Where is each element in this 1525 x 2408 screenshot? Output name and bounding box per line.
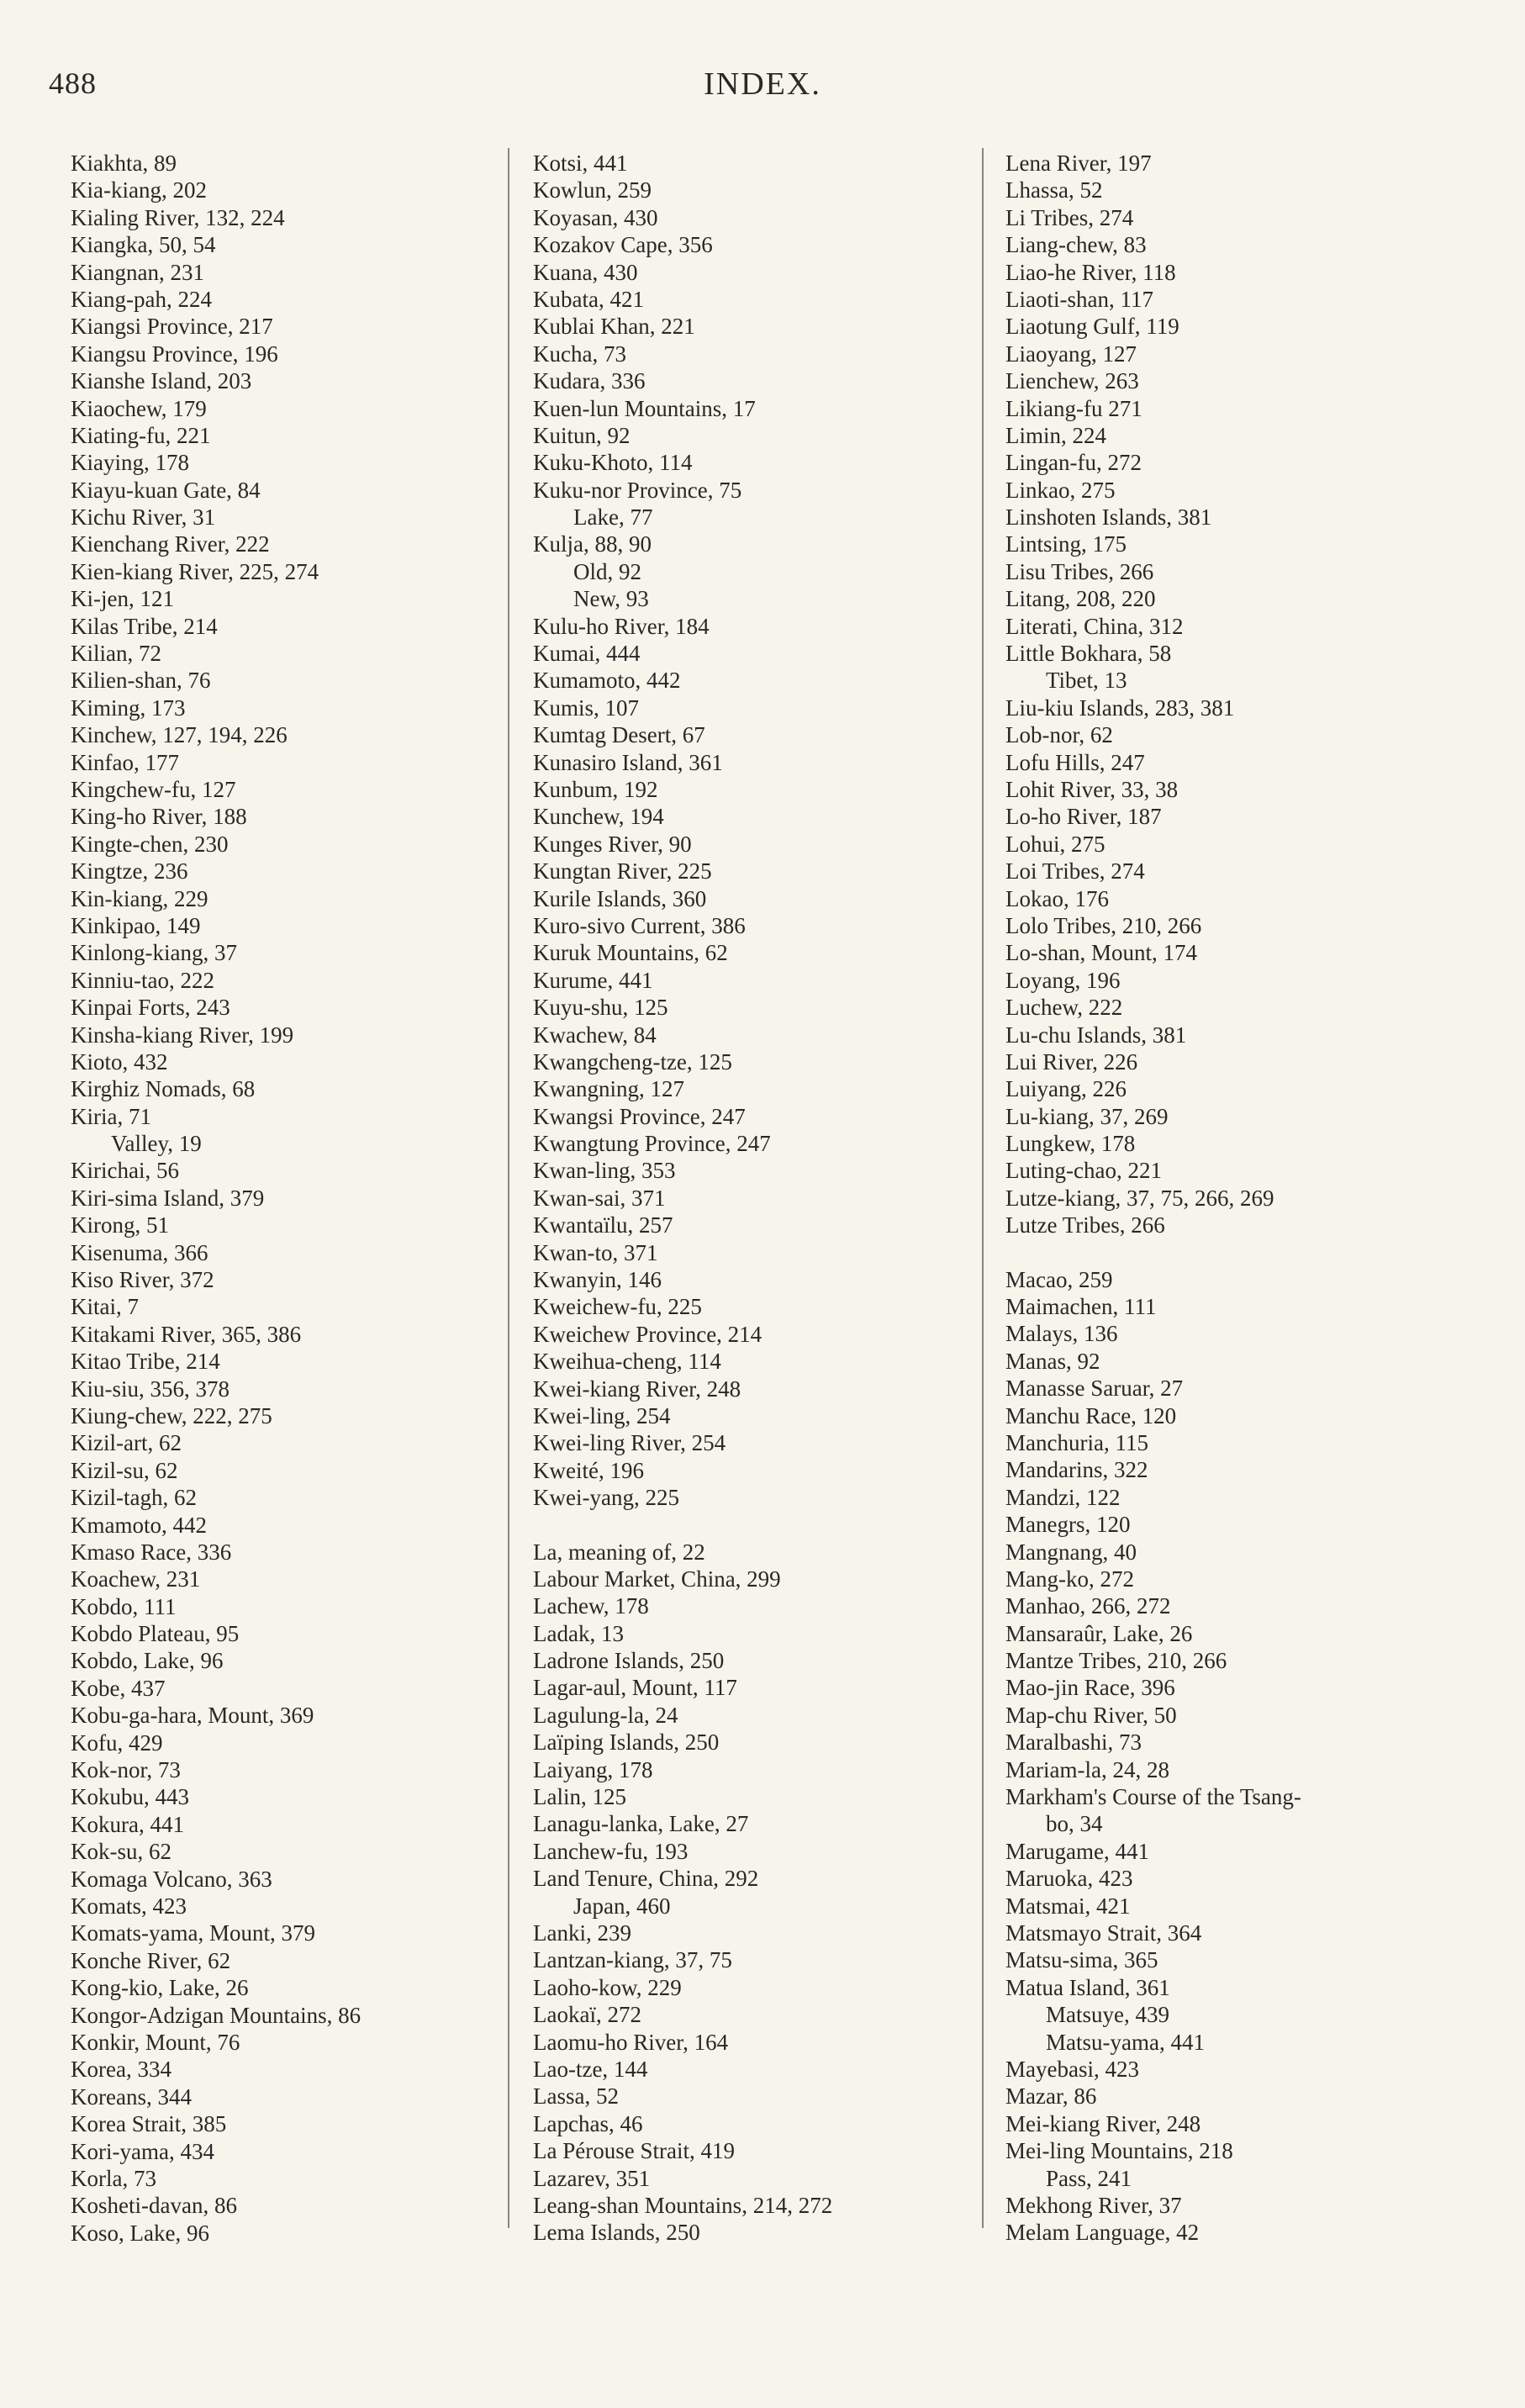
index-entry: Lao-tze, 144 xyxy=(533,2056,648,2082)
index-entry: Kingchew-fu, 127 xyxy=(71,776,236,802)
column-divider xyxy=(982,148,984,2228)
index-entry: Markham's Course of the Tsang- xyxy=(1005,1784,1301,1810)
index-entry: Kiayu-kuan Gate, 84 xyxy=(71,477,261,503)
index-entry: Kumtag Desert, 67 xyxy=(533,722,705,748)
index-entry: Kweihua-cheng, 114 xyxy=(533,1349,721,1375)
index-entry: Ladak, 13 xyxy=(533,1620,624,1646)
index-entry: Kwan-ling, 353 xyxy=(533,1158,676,1184)
index-entry: Kiakhta, 89 xyxy=(71,150,177,176)
index-entry: Kuruk Mountains, 62 xyxy=(533,940,728,966)
index-entry: Kudara, 336 xyxy=(533,368,646,394)
index-entry: Lalin, 125 xyxy=(533,1784,626,1810)
index-entry: Kirong, 51 xyxy=(71,1212,169,1238)
index-entry: Kwantaïlu, 257 xyxy=(533,1212,673,1238)
index-entry: Lintsing, 175 xyxy=(1005,531,1127,557)
index-entry: Loyang, 196 xyxy=(1005,967,1121,993)
index-entry: Lazarev, 351 xyxy=(533,2165,651,2191)
index-entry: Lui River, 226 xyxy=(1005,1048,1138,1075)
index-entry: Lob-nor, 62 xyxy=(1005,722,1113,748)
index-entry: Manasse Saruar, 27 xyxy=(1005,1376,1184,1402)
index-entry: Kitai, 7 xyxy=(71,1294,139,1320)
index-entry: Kwei-ling, 254 xyxy=(533,1402,671,1428)
index-entry: Mei-kiang River, 248 xyxy=(1005,2110,1201,2136)
index-entry: Mandarins, 322 xyxy=(1005,1457,1148,1483)
index-subentry: bo, 34 xyxy=(1046,1811,1103,1837)
index-entry: Kofu, 429 xyxy=(71,1729,163,1756)
index-entry: Maruoka, 423 xyxy=(1005,1866,1133,1892)
index-entry: Kia-kiang, 202 xyxy=(71,177,207,203)
index-entry: Koyasan, 430 xyxy=(533,204,658,230)
index-entry: Kubata, 421 xyxy=(533,286,644,312)
index-entry: Kizil-su, 62 xyxy=(71,1457,178,1483)
index-entry: Kiso River, 372 xyxy=(71,1267,214,1293)
index-entry: Kunasiro Island, 361 xyxy=(533,749,723,775)
index-entry: Kinniu-tao, 222 xyxy=(71,967,214,993)
index-entry: Ladrone Islands, 250 xyxy=(533,1648,725,1674)
index-entry: Kokura, 441 xyxy=(71,1811,184,1837)
index-subentry: Old, 92 xyxy=(573,558,641,584)
index-entry: Mandzi, 122 xyxy=(1005,1484,1121,1510)
index-entry: Lachew, 178 xyxy=(533,1593,649,1619)
index-entry: Kobe, 437 xyxy=(71,1675,166,1701)
index-entry: Kiangka, 50, 54 xyxy=(71,232,216,258)
index-entry: Kuana, 430 xyxy=(533,259,638,285)
index-entry: Kinpai Forts, 243 xyxy=(71,995,230,1021)
index-entry: Laiyang, 178 xyxy=(533,1756,653,1782)
index-entry: Kinkipao, 149 xyxy=(71,912,201,938)
index-entry: Mang-ko, 272 xyxy=(1005,1566,1134,1592)
index-entry: Kiangnan, 231 xyxy=(71,259,204,285)
index-entry: Lo-shan, Mount, 174 xyxy=(1005,940,1197,966)
index-entry: Kobu-ga-hara, Mount, 369 xyxy=(71,1703,314,1729)
index-entry: Luiyang, 226 xyxy=(1005,1076,1127,1102)
index-entry: Liaoyang, 127 xyxy=(1005,341,1137,367)
index-entry: Kozakov Cape, 356 xyxy=(533,232,713,258)
index-entry: Kingtze, 236 xyxy=(71,858,188,885)
index-entry: Marugame, 441 xyxy=(1005,1838,1149,1864)
index-entry: Kok-su, 62 xyxy=(71,1839,171,1865)
index-entry: Lofu Hills, 247 xyxy=(1005,749,1145,775)
index-entry: Manchu Race, 120 xyxy=(1005,1402,1177,1428)
index-entry: Maimachen, 111 xyxy=(1005,1294,1157,1320)
index-entry: Korea Strait, 385 xyxy=(71,2111,227,2137)
index-entry: Kialing River, 132, 224 xyxy=(71,204,285,230)
index-entry: Kizil-tagh, 62 xyxy=(71,1485,197,1511)
index-entry: Laïping Islands, 250 xyxy=(533,1729,720,1756)
index-entry: Kiria, 71 xyxy=(71,1103,151,1129)
index-entry: Matsu-sima, 365 xyxy=(1005,1947,1158,1973)
index-entry: Kwei-ling River, 254 xyxy=(533,1430,726,1456)
index-entry: Litang, 208, 220 xyxy=(1005,586,1156,612)
index-entry: Kobdo, Lake, 96 xyxy=(71,1648,224,1674)
index-entry: Lienchew, 263 xyxy=(1005,368,1139,394)
index-entry: Kiu-siu, 356, 378 xyxy=(71,1376,230,1402)
index-entry: Kurile Islands, 360 xyxy=(533,885,707,911)
index-entry: Liao-he River, 118 xyxy=(1005,259,1176,285)
index-entry: Kitao Tribe, 214 xyxy=(71,1349,220,1375)
index-entry: Mariam-la, 24, 28 xyxy=(1005,1756,1169,1782)
index-entry: Kwangcheng-tze, 125 xyxy=(533,1048,732,1075)
index-entry: Kuro-sivo Current, 386 xyxy=(533,912,746,938)
index-entry: Kumai, 444 xyxy=(533,641,641,667)
index-entry: Lolo Tribes, 210, 266 xyxy=(1005,912,1202,938)
index-entry: Konche River, 62 xyxy=(71,1947,231,1973)
index-entry: Kinlong-kiang, 37 xyxy=(71,940,237,966)
index-subentry: Pass, 241 xyxy=(1046,2165,1132,2191)
index-entry: Lanagu-lanka, Lake, 27 xyxy=(533,1811,749,1837)
index-entry: Kwan-sai, 371 xyxy=(533,1185,666,1211)
index-entry: Mekhong River, 37 xyxy=(1005,2192,1182,2218)
index-entry: Lapchas, 46 xyxy=(533,2110,643,2136)
index-entry: Mangnang, 40 xyxy=(1005,1539,1137,1565)
index-entry: Kunbum, 192 xyxy=(533,776,658,802)
index-entry: Koso, Lake, 96 xyxy=(71,2220,209,2246)
index-entry: Labour Market, China, 299 xyxy=(533,1566,781,1592)
index-entry: Kinfao, 177 xyxy=(71,749,179,775)
index-entry: Mayebasi, 423 xyxy=(1005,2056,1139,2082)
index-entry: Kwan-to, 371 xyxy=(533,1239,658,1265)
index-entry: Kwei-kiang River, 248 xyxy=(533,1376,741,1402)
index-entry: Kienchang River, 222 xyxy=(71,531,270,557)
index-entry: Lohui, 275 xyxy=(1005,831,1105,857)
index-entry: La, meaning of, 22 xyxy=(533,1539,705,1565)
index-entry: Lassa, 52 xyxy=(533,2083,619,2110)
index-entry: Kwangning, 127 xyxy=(533,1076,684,1102)
index-entry: Mei-ling Mountains, 218 xyxy=(1005,2138,1233,2164)
page-header xyxy=(0,0,1525,151)
index-entry: Korla, 73 xyxy=(71,2165,156,2191)
index-entry: Mansaraûr, Lake, 26 xyxy=(1005,1620,1193,1646)
index-subentry: Valley, 19 xyxy=(111,1131,202,1157)
index-entry: Limin, 224 xyxy=(1005,422,1106,448)
index-entry: Kublai Khan, 221 xyxy=(533,314,695,340)
index-entry: Liaotung Gulf, 119 xyxy=(1005,314,1179,340)
index-entry: Kizil-art, 62 xyxy=(71,1430,182,1456)
index-subentry: Matsu-yama, 441 xyxy=(1046,2029,1205,2055)
index-entry: Kok-nor, 73 xyxy=(71,1757,181,1783)
index-entry: La Pérouse Strait, 419 xyxy=(533,2138,735,2164)
index-entry: Kuyu-shu, 125 xyxy=(533,995,668,1021)
column-divider xyxy=(508,148,509,2228)
index-entry: Lanki, 239 xyxy=(533,1920,631,1946)
index-entry: Konkir, Mount, 76 xyxy=(71,2029,240,2055)
index-column-1 xyxy=(71,150,508,2247)
index-entry: Lu-chu Islands, 381 xyxy=(1005,1022,1187,1048)
index-entry: Kotsi, 441 xyxy=(533,150,628,176)
index-subentry: New, 93 xyxy=(573,586,649,612)
index-entry: Land Tenure, China, 292 xyxy=(533,1866,759,1892)
index-entry: Kien-kiang River, 225, 274 xyxy=(71,558,319,584)
index-entry: Macao, 259 xyxy=(1005,1266,1113,1292)
index-entry: Laoho-kow, 229 xyxy=(533,1974,682,2000)
index-entry: Kongor-Adzigan Mountains, 86 xyxy=(71,2002,361,2028)
index-entry: Kurume, 441 xyxy=(533,967,653,993)
index-entry: Luting-chao, 221 xyxy=(1005,1158,1162,1184)
index-entry: Kilian, 72 xyxy=(71,641,161,667)
index-subentry: Matsuye, 439 xyxy=(1046,2002,1169,2028)
index-subentry: Japan, 460 xyxy=(573,1893,671,1919)
index-entry: Lu-kiang, 37, 269 xyxy=(1005,1103,1169,1129)
index-entry: Komats, 423 xyxy=(71,1893,187,1919)
index-entry: Kiaying, 178 xyxy=(71,450,189,476)
index-entry: Kori-yama, 434 xyxy=(71,2138,214,2164)
index-entry: Kobdo Plateau, 95 xyxy=(71,1621,240,1647)
index-entry: Kinsha-kiang River, 199 xyxy=(71,1022,294,1048)
index-entry: Liaoti-shan, 117 xyxy=(1005,286,1153,312)
index-entry: Literati, China, 312 xyxy=(1005,613,1184,639)
index-entry: Kulja, 88, 90 xyxy=(533,531,652,557)
index-entry: Kuku-Khoto, 114 xyxy=(533,450,693,476)
index-entry: Map-chu River, 50 xyxy=(1005,1702,1177,1728)
index-entry: Komats-yama, Mount, 379 xyxy=(71,1920,315,1946)
index-entry: Liang-chew, 83 xyxy=(1005,232,1147,258)
index-entry: Koachew, 231 xyxy=(71,1566,201,1592)
index-entry: Lagulung-la, 24 xyxy=(533,1702,678,1728)
index-entry: Malays, 136 xyxy=(1005,1321,1118,1347)
index-entry: Lisu Tribes, 266 xyxy=(1005,558,1154,584)
index-entry: Matua Island, 361 xyxy=(1005,1974,1170,2000)
index-entry: Linshoten Islands, 381 xyxy=(1005,504,1212,531)
index-entry: Lhassa, 52 xyxy=(1005,177,1103,203)
index-entry: Kwachew, 84 xyxy=(533,1022,657,1048)
index-entry: Kuen-lun Mountains, 17 xyxy=(533,395,756,421)
index-entry: Lantzan-kiang, 37, 75 xyxy=(533,1947,732,1973)
index-entry: Kisenuma, 366 xyxy=(71,1239,208,1265)
index-entry: Kianshe Island, 203 xyxy=(71,368,252,394)
index-entry: Kulu-ho River, 184 xyxy=(533,613,710,639)
index-entry: Matsmai, 421 xyxy=(1005,1893,1131,1919)
index-subentry: Tibet, 13 xyxy=(1046,668,1127,694)
index-entry: Kobdo, 111 xyxy=(71,1593,177,1619)
index-entry: Kwangsi Province, 247 xyxy=(533,1103,746,1129)
index-entry: Mao-jin Race, 396 xyxy=(1005,1675,1175,1701)
index-entry: Liu-kiu Islands, 283, 381 xyxy=(1005,694,1235,721)
index-entry: Lohit River, 33, 38 xyxy=(1005,776,1179,802)
index-entry: Little Bokhara, 58 xyxy=(1005,641,1172,667)
index-entry: Manas, 92 xyxy=(1005,1348,1100,1374)
index-entry: Leang-shan Mountains, 214, 272 xyxy=(533,2192,833,2218)
index-entry: Kunchew, 194 xyxy=(533,804,664,830)
running-title: INDEX. xyxy=(704,66,821,102)
index-entry: Manegrs, 120 xyxy=(1005,1512,1131,1538)
index-entry: Lokao, 176 xyxy=(1005,885,1109,911)
index-column-2 xyxy=(533,150,970,2247)
index-entry: Komaga Volcano, 363 xyxy=(71,1866,272,1892)
index-entry: Kwangtung Province, 247 xyxy=(533,1131,771,1157)
index-subentry: Lake, 77 xyxy=(573,504,653,531)
index-entry: Melam Language, 42 xyxy=(1005,2220,1200,2246)
index-entry: Laokaï, 272 xyxy=(533,2002,641,2028)
index-entry: Kiri-sima Island, 379 xyxy=(71,1185,265,1211)
index-entry: Mantze Tribes, 210, 266 xyxy=(1005,1648,1227,1674)
index-entry: Lutze-kiang, 37, 75, 266, 269 xyxy=(1005,1185,1274,1211)
index-entry: Kilien-shan, 76 xyxy=(71,668,211,694)
index-entry: Kiangsu Province, 196 xyxy=(71,341,278,367)
index-entry: Kiang-pah, 224 xyxy=(71,286,212,312)
index-entry: Mazar, 86 xyxy=(1005,2083,1097,2110)
index-entry: Laomu-ho River, 164 xyxy=(533,2029,729,2055)
index-entry: Loi Tribes, 274 xyxy=(1005,858,1145,885)
index-entry: Lingan-fu, 272 xyxy=(1005,450,1142,476)
index-entry: Manhao, 266, 272 xyxy=(1005,1593,1171,1619)
index-entry: Luchew, 222 xyxy=(1005,995,1123,1021)
index-entry: Kumis, 107 xyxy=(533,694,640,721)
index-entry: Kucha, 73 xyxy=(533,341,626,367)
index-entry: Manchuria, 115 xyxy=(1005,1429,1148,1455)
index-entry: Kong-kio, Lake, 26 xyxy=(71,1975,249,2001)
index-entry: Kmamoto, 442 xyxy=(71,1512,207,1538)
index-entry: Kuku-nor Province, 75 xyxy=(533,477,742,503)
index-entry: Kweichew Province, 214 xyxy=(533,1321,762,1347)
index-entry: Linkao, 275 xyxy=(1005,477,1116,503)
index-column-3 xyxy=(1005,150,1493,2247)
index-entry: Kingte-chen, 230 xyxy=(71,831,229,857)
index-entry: Kwanyin, 146 xyxy=(533,1267,662,1293)
index-entry: Li Tribes, 274 xyxy=(1005,204,1134,230)
index-entry: Kiaochew, 179 xyxy=(71,395,207,421)
index-entry: Lagar-aul, Mount, 117 xyxy=(533,1675,737,1701)
index-entry: Kirichai, 56 xyxy=(71,1158,179,1184)
index-entry: Kin-kiang, 229 xyxy=(71,885,208,911)
index-entry: Kokubu, 443 xyxy=(71,1784,189,1810)
index-entry: Koreans, 344 xyxy=(71,2083,192,2110)
index-entry: Kwei-yang, 225 xyxy=(533,1485,679,1511)
index-entry: Lo-ho River, 187 xyxy=(1005,804,1162,830)
index-entry: Kilas Tribe, 214 xyxy=(71,613,218,639)
index-entry: Ki-jen, 121 xyxy=(71,586,174,612)
index-entry: King-ho River, 188 xyxy=(71,804,247,830)
index-entry: Kichu River, 31 xyxy=(71,504,216,531)
index-entry: Kiming, 173 xyxy=(71,694,186,721)
index-entry: Kiung-chew, 222, 275 xyxy=(71,1402,272,1428)
index-entry: Kuitun, 92 xyxy=(533,422,631,448)
index-entry: Korea, 334 xyxy=(71,2057,171,2083)
index-entry: Kmaso Race, 336 xyxy=(71,1539,232,1565)
index-entry: Lanchew-fu, 193 xyxy=(533,1838,689,1864)
index-entry: Lema Islands, 250 xyxy=(533,2220,700,2246)
index-entry: Lutze Tribes, 266 xyxy=(1005,1212,1165,1238)
index-entry: Kinchew, 127, 194, 226 xyxy=(71,722,288,748)
index-entry: Likiang-fu 271 xyxy=(1005,395,1142,421)
index-entry: Kweichew-fu, 225 xyxy=(533,1294,702,1320)
index-entry: Matsmayo Strait, 364 xyxy=(1005,1920,1202,1946)
index-entry: Kunges River, 90 xyxy=(533,831,692,857)
index-entry: Kiangsi Province, 217 xyxy=(71,314,273,340)
index-entry: Maralbashi, 73 xyxy=(1005,1729,1142,1756)
index-entry: Lungkew, 178 xyxy=(1005,1131,1136,1157)
index-entry: Kungtan River, 225 xyxy=(533,858,712,885)
page-number: 488 xyxy=(49,66,97,100)
index-entry: Lena River, 197 xyxy=(1005,150,1152,176)
index-entry: Kirghiz Nomads, 68 xyxy=(71,1076,256,1102)
index-entry: Kitakami River, 365, 386 xyxy=(71,1321,302,1347)
index-entry: Kiating-fu, 221 xyxy=(71,422,211,448)
index-entry: Kosheti-davan, 86 xyxy=(71,2193,237,2219)
index-entry: Kumamoto, 442 xyxy=(533,668,681,694)
index-entry: Kweité, 196 xyxy=(533,1457,644,1483)
index-entry: Kioto, 432 xyxy=(71,1048,168,1075)
index-entry: Kowlun, 259 xyxy=(533,177,652,203)
